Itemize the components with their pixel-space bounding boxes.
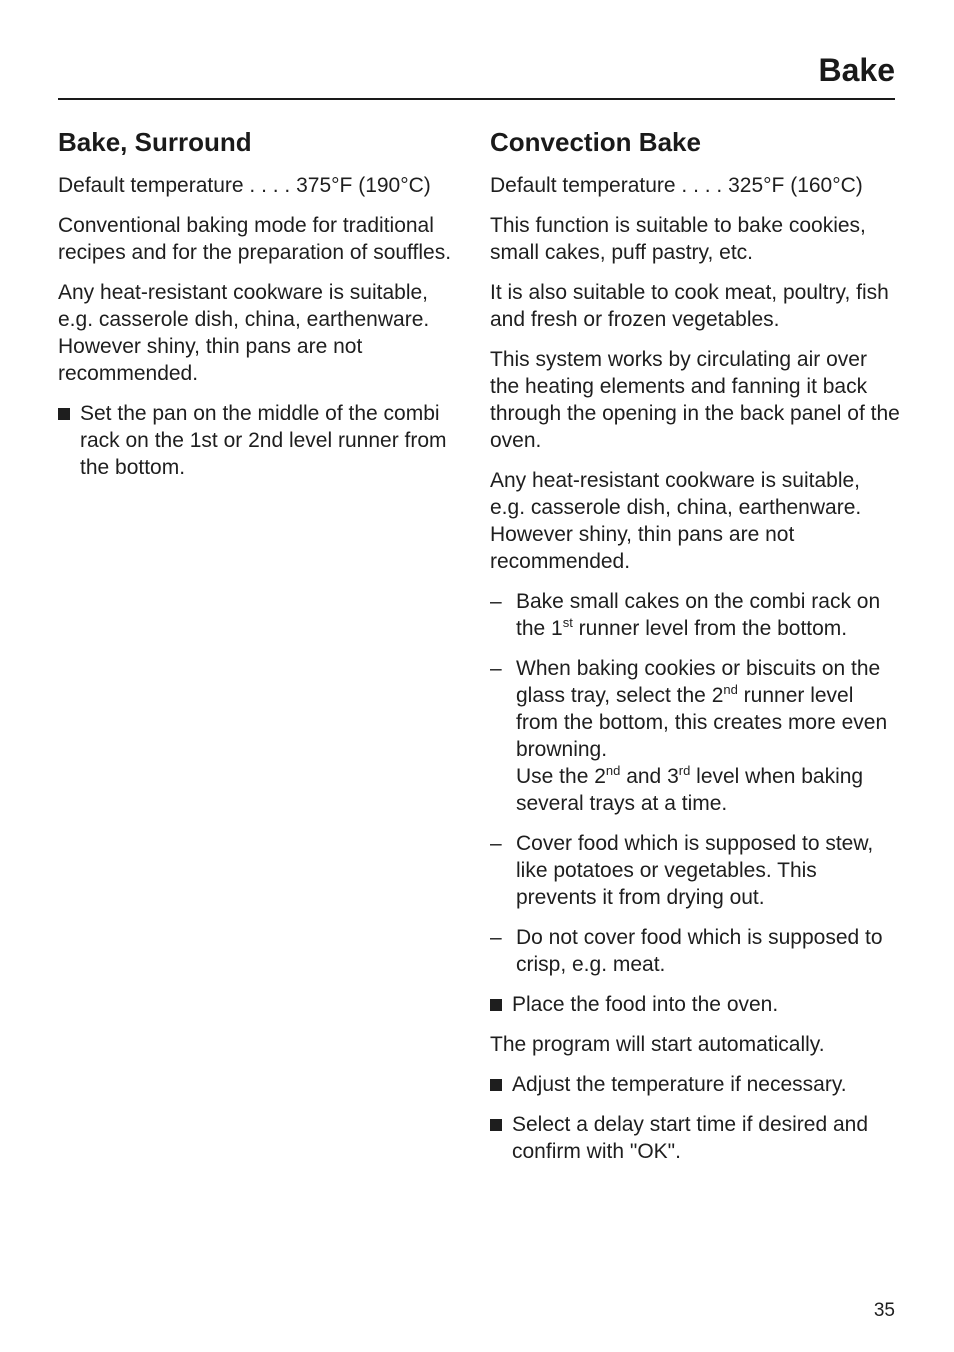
tip-item [490, 588, 900, 642]
tip-text: When baking cookies or biscuits on the glass tray, select the 2nd runner level from the bottom, this creates more even browning. Use the 2nd and 3rd level when baking several trays at a time. [516, 657, 888, 815]
dash-bullet: – [490, 926, 502, 949]
description-paragraph: Conventional baking mode for traditional recipes and for the preparation of souffles. [58, 214, 452, 264]
tip-item [490, 655, 900, 817]
instruction-text: Place the food into the oven. [512, 993, 779, 1016]
convection-bake-section [490, 122, 900, 1178]
auto-start-note: The program will start automatically. [490, 1033, 825, 1056]
bake-surround-section [58, 122, 468, 494]
instruction-step [490, 1111, 900, 1165]
instruction-text: Set the pan on the middle of the combi rack on the 1st or 2nd level runner from the bottom. [80, 402, 447, 479]
square-bullet-icon [490, 991, 512, 1018]
dash-bullet: – [490, 832, 502, 855]
instruction-step [490, 1071, 900, 1098]
square-bullet-icon [490, 1111, 512, 1165]
instruction-step [58, 400, 468, 481]
header-rule [58, 98, 895, 100]
instruction-step [490, 991, 900, 1018]
square-bullet-icon [490, 1071, 512, 1098]
tip-item [490, 830, 900, 911]
square-bullet-icon [58, 400, 80, 481]
tip-text: Cover food which is supposed to stew, like potatoes or vegetables. This prevents it from drying out. [516, 832, 874, 909]
section-heading-bake-surround: Bake, Surround [58, 127, 252, 157]
system-paragraph: This system works by circulating air over the heating elements and fanning it back through the opening in the back panel of the oven. [490, 348, 900, 452]
default-temperature: Default temperature . . . . 375°F (190°C) [58, 174, 431, 197]
page-number: 35 [873, 1300, 895, 1321]
tip-text: Bake small cakes on the combi rack on the 1st runner level from the bottom. [516, 590, 881, 640]
dash-bullet: – [490, 590, 502, 613]
tip-text: Do not cover food which is supposed to crisp, e.g. meat. [516, 926, 883, 976]
section-heading-convection-bake: Convection Bake [490, 127, 701, 157]
default-temperature: Default temperature . . . . 325°F (160°C) [490, 174, 863, 197]
cookware-paragraph: Any heat-resistant cookware is suitable, e.g. casserole dish, china, earthenware. However shiny, thin pans are not recommended. [490, 469, 862, 573]
meat-paragraph: It is also suitable to cook meat, poultry, fish and fresh or frozen vegetables. [490, 281, 889, 331]
page-title: Bake [818, 52, 895, 88]
suitability-paragraph: This function is suitable to bake cookies, small cakes, puff pastry, etc. [490, 214, 866, 264]
instruction-text: Adjust the temperature if necessary. [512, 1073, 847, 1096]
tip-item [490, 924, 900, 978]
dash-bullet: – [490, 657, 502, 680]
cookware-paragraph: Any heat-resistant cookware is suitable, e.g. casserole dish, china, earthenware. However shiny, thin pans are not recommended. [58, 281, 430, 385]
instruction-text: Select a delay start time if desired and confirm with "OK". [512, 1113, 869, 1163]
